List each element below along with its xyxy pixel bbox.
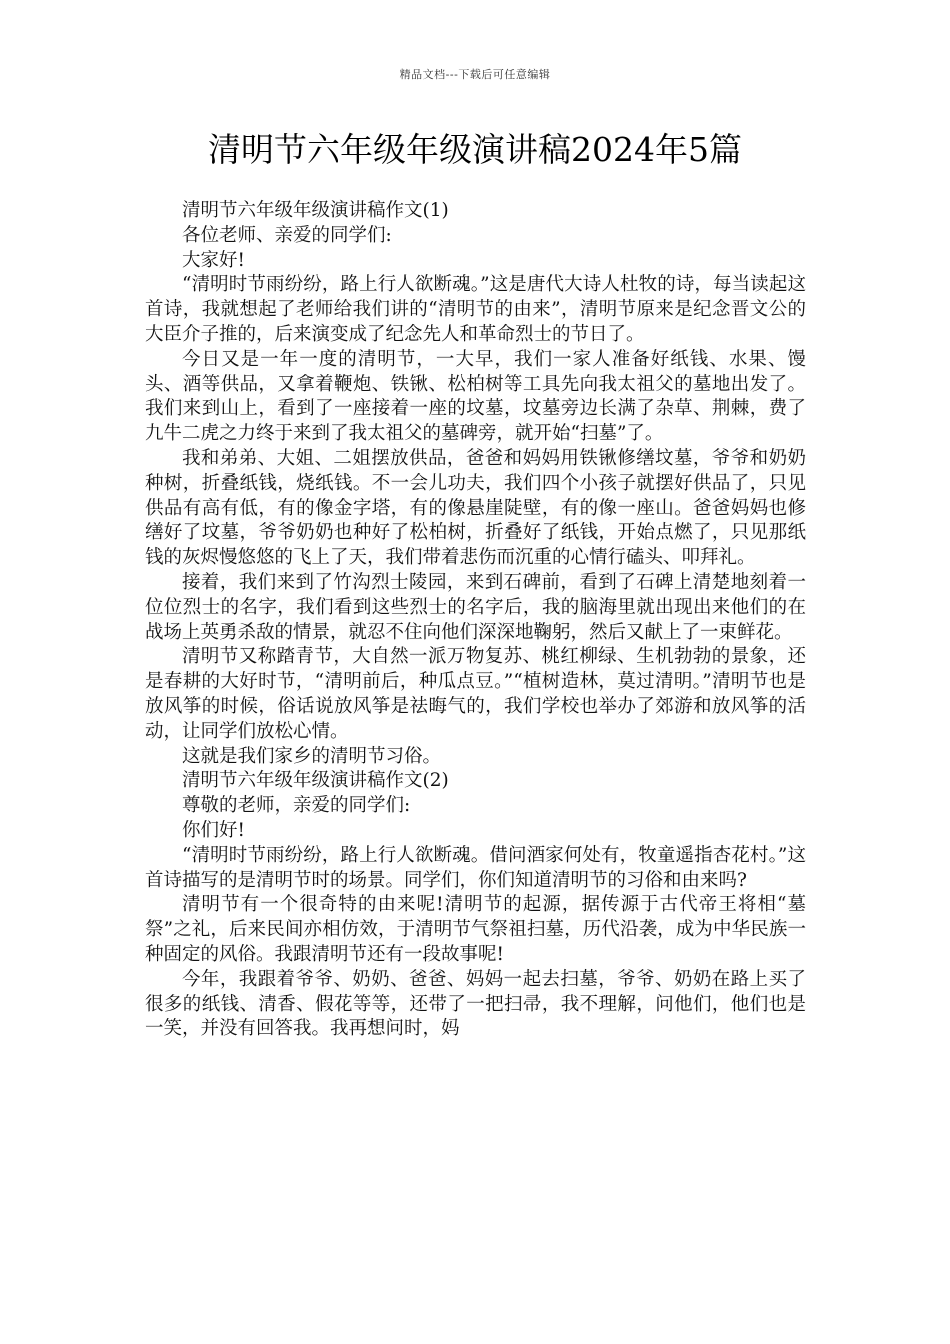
paragraph-9: 今年，我跟着爷爷、奶奶、爸爸、妈妈一起去扫墓，爷爷、奶奶在路上买了很多的纸钱、清香、假花等等，还带了一把扫帚，我不理解，问他们，他们也是一笑，并没有回答我。我再想问时，妈 (145, 968, 806, 1040)
paragraph-1: “清明时节雨纷纷，路上行人欲断魂。”这是唐代大诗人杜牧的诗，每当读起这首诗，我就想起了老师给我们讲的“清明节的由来”，清明节原来是纪念晋文公的大臣介子推的，后来演变成了纪念先人和革命烈士的节日了。 (145, 274, 806, 345)
paragraph-8: 清明节有一个很奇特的由来呢!清明节的起源，据传源于古代帝王将相“墓祭”之礼，后来民间亦相仿效，于清明节气祭祖扫墓，历代沿袭，成为中华民族一种固定的风俗。我跟清明节还有一段故事呢! (145, 894, 806, 965)
section-heading-1: 清明节六年级年级演讲稿作文(1) (182, 200, 449, 221)
greeting-1: 大家好! (182, 249, 245, 271)
paragraph-6: 这就是我们家乡的清明节习俗。 (182, 745, 442, 767)
document-title: 清明节六年级年级演讲稿2024年5篇 (208, 130, 742, 169)
section-heading-2: 清明节六年级年级演讲稿作文(2) (182, 770, 449, 792)
page-header: 精品文档---下载后可任意编辑 (399, 68, 551, 81)
paragraph-7: “清明时节雨纷纷，路上行人欲断魂。借问酒家何处有，牧童遥指杏花村。”这首诗描写的是清明节时的场景。同学们，你们知道清明节的习俗和由来吗? (145, 844, 806, 891)
paragraph-2: 今日又是一年一度的清明节，一大早，我们一家人准备好纸钱、水果、馒头、酒等供品，又拿着鞭炮、铁锹、松柏树等工具先向我太祖父的墓地出发了。我们来到山上，看到了一座接着一座的坟墓，坟墓旁边长满了杂草、荆棘，费了九牛二虎之力终于来到了我太祖父的墓碑旁，就开始“扫墓”了。 (145, 348, 806, 445)
greeting-2: 你们好! (182, 819, 245, 841)
document-body (145, 199, 806, 1042)
paragraph-5: 清明节又称踏青节，大自然一派万物复苏、桃红柳绿、生机勃勃的景象，还是春耕的大好时节，“清明前后，种瓜点豆。”“植树造林，莫过清明。”清明节也是放风筝的时候，俗话说放风筝是祛晦气的，我们学校也举办了郊游和放风筝的活动，让同学们放松心情。 (145, 646, 806, 742)
paragraph-4: 接着，我们来到了竹沟烈士陵园，来到石碑前，看到了石碑上清楚地刻着一位位烈士的名字，我们看到这些烈士的名字后，我的脑海里就出现出来他们的在战场上英勇杀敌的情景，就忍不住向他们深深地鞠躬，然后又献上了一束鲜花。 (145, 571, 806, 643)
paragraph-3: 我和弟弟、大姐、二姐摆放供品，爸爸和妈妈用铁锹修缮坟墓，爷爷和奶奶种树，折叠纸钱，烧纸钱。不一会儿功夫，我们四个小孩子就摆好供品了，只见供品有高有低，有的像金字塔，有的像悬崖陡壁，有的像一座山。爸爸妈妈也修缮好了坟墓，爷爷奶奶也种好了松柏树，折叠好了纸钱，开始点燃了，只见那纸钱的灰烬慢悠悠的飞上了天，我们带着悲伤而沉重的心情行磕头、叩拜礼。 (145, 447, 806, 569)
salutation-2: 尊敬的老师，亲爱的同学们: (182, 795, 411, 817)
salutation-1: 各位老师、亲爱的同学们: (182, 224, 392, 246)
